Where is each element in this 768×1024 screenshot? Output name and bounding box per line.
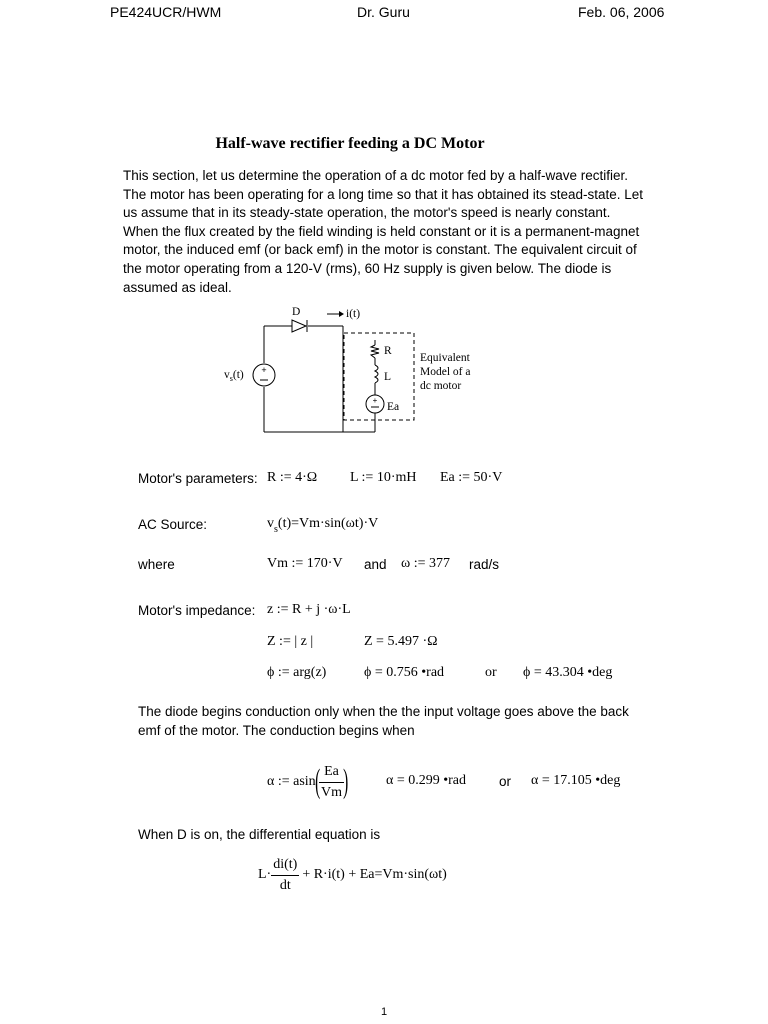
svg-text:+: + — [261, 365, 267, 375]
ac-source-label: AC Source: — [138, 517, 208, 532]
and-label: and — [364, 557, 387, 572]
current-label: i(t) — [346, 308, 361, 320]
header-author: Dr. Guru — [357, 4, 410, 20]
z-mag-val: Z = 5.497 ·Ω — [364, 634, 438, 649]
phi-def: ϕ := arg(z) — [267, 665, 327, 680]
alpha-deg: α = 17.105 •deg — [531, 773, 621, 788]
source-label: $v_s(t)$ — [224, 369, 244, 383]
alpha-rad: α = 0.299 •rad — [386, 773, 467, 788]
emf-label: Ea — [387, 401, 400, 413]
phi-deg: ϕ = 43.304 •deg — [523, 665, 613, 680]
impedance-label: Motor's impedance: — [138, 603, 256, 618]
alpha-or: or — [499, 774, 512, 789]
box-label-line-2: Model of a — [420, 366, 471, 378]
vm-def: Vm := 170·V — [267, 556, 343, 571]
diffeq-paragraph: When D is on, the differential equation is — [138, 827, 381, 842]
current-arrow-icon — [327, 311, 344, 317]
phi-rad: ϕ = 0.756 •rad — [364, 665, 445, 680]
header-course: PE424UCR/HWM — [110, 4, 222, 20]
phi-or: or — [485, 665, 497, 680]
header-date: Feb. 06, 2006 — [578, 4, 665, 20]
param-r: R := 4·Ω — [267, 470, 318, 485]
ac-source-equation: $v_s(t)=Vm\cdot\sin(\omega t)\cdot V$ — [267, 516, 379, 535]
box-label-line-3: dc motor — [420, 380, 462, 392]
box-label-line-1: Equivalent — [420, 352, 470, 364]
inductor-icon — [375, 365, 378, 383]
resistor-label: R — [384, 345, 392, 357]
diode-icon — [292, 320, 307, 332]
omega-def: ω := 377 — [401, 556, 450, 571]
z-mag-def: Z := | z | — [267, 634, 314, 649]
resistor-icon — [371, 345, 379, 358]
page-number: 1 — [380, 1006, 388, 1018]
differential-equation: L· $\frac{di(t)}{dt}$ + R·i(t) + Ea=Vm·sin(ωt) — [258, 856, 447, 893]
params-label: Motor's parameters: — [138, 471, 258, 486]
omega-unit: rad/s — [469, 557, 500, 572]
inductor-label: L — [384, 371, 392, 383]
z-def: z := R + j ·ω·L — [267, 602, 351, 617]
intro-paragraph: This section, let us determine the operation of a dc motor fed by a half-wave rectifier. The motor has been operating for a long time so that it has obtained its stead-state. Let us assume that in its steady-state operation, the motor's speed is nearly constant. When the flux created by the field winding is held constant or it is a permanent-magnet motor, the induced emf (or back emf) in the motor is constant. The equivalent circuit of the motor operating from a 120-V (rms), 60 Hz supply is given below. The diode is assumed as ideal. — [123, 168, 644, 295]
where-label: where — [138, 557, 175, 572]
param-l: L := 10·mH — [350, 470, 417, 485]
diode-label: D — [292, 306, 301, 318]
page-title: Half-wave rectifier feeding a DC Motor — [215, 135, 485, 152]
alpha-def: α := asin ( $\frac{Ea}{Vm}$ ) — [267, 763, 349, 800]
svg-text:+: + — [372, 396, 378, 405]
circuit-diagram — [220, 300, 490, 440]
param-ea: Ea := 50·V — [440, 470, 503, 485]
voltage-source-icon — [253, 364, 275, 386]
back-emf-source-icon — [366, 395, 384, 413]
diode-paragraph: The diode begins conduction only when the the input voltage goes above the back emf of the motor. The conduction begins when — [138, 704, 629, 738]
